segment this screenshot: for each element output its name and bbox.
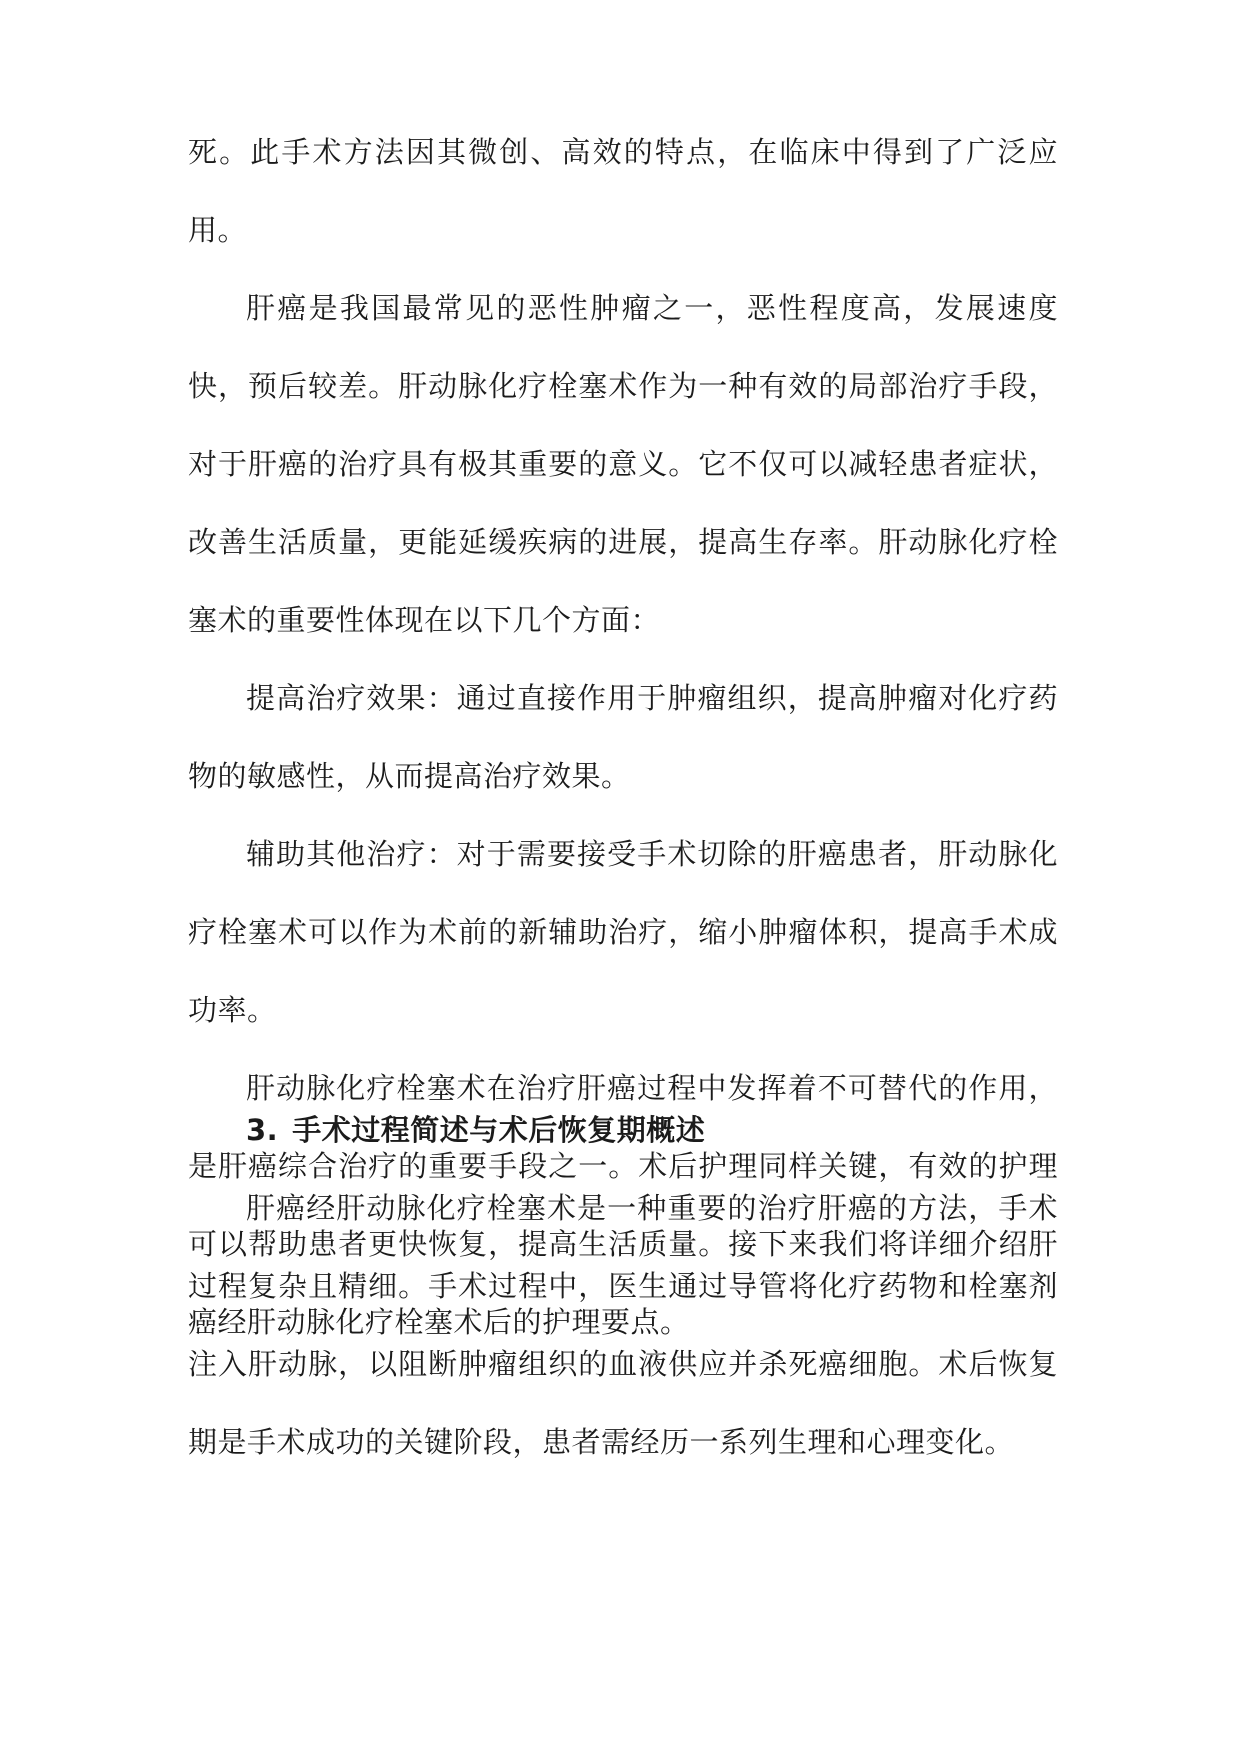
paragraph-improve-efficacy: 提高治疗效果：通过直接作用于肿瘤组织，提高肿瘤对化疗药物的敏感性，从而提高治疗效果。: [188, 681, 1058, 793]
paragraph-liver-cancer-importance: 肝癌是我国最常见的恶性肿瘤之一，恶性程度高，发展速度快，预后较差。肝动脉化疗栓塞术作为一种有效的局部治疗手段，对于肝癌的治疗具有极其重要的意义。它不仅可以减轻患者症状，改善生活质量，更能延缓疾病的进展，提高生存率。肝动脉化疗栓塞术的重要性体现在以下几个方面：: [188, 291, 1058, 637]
paragraph-adjuvant-therapy: 辅助其他治疗：对于需要接受手术切除的肝癌患者，肝动脉化疗栓塞术可以作为术前的新辅助治疗，缩小肿瘤体积，提高手术成功率。: [188, 837, 1058, 1027]
section-title: 手术过程简述与术后恢复期概述: [292, 1113, 706, 1147]
paragraph-continuation: 死。此手术方法因其微创、高效的特点，在临床中得到了广泛应用。: [188, 135, 1058, 247]
paragraph-irreplaceable-role: 肝动脉化疗栓塞术在治疗肝癌过程中发挥着不可替代的作用，是肝癌综合治疗的重要手段之一。术后护理同样关键，有效的护理可以帮助患者更快恢复，提高生活质量。接下来我们将详细介绍肝癌经肝动脉化疗栓塞术后的护理要点。: [188, 1071, 1058, 1339]
section-block: [188, 1091, 1058, 1481]
paragraph-procedure-overview: 肝癌经肝动脉化疗栓塞术是一种重要的治疗肝癌的方法，手术过程复杂且精细。手术过程中，医生通过导管将化疗药物和栓塞剂注入肝动脉，以阻断肿瘤组织的血液供应并杀死癌细胞。术后恢复期是手术成功的关键阶段，患者需经历一系列生理和心理变化。: [188, 1191, 1058, 1459]
section-heading: [188, 1091, 1058, 1169]
section-number: 3.: [246, 1113, 279, 1147]
